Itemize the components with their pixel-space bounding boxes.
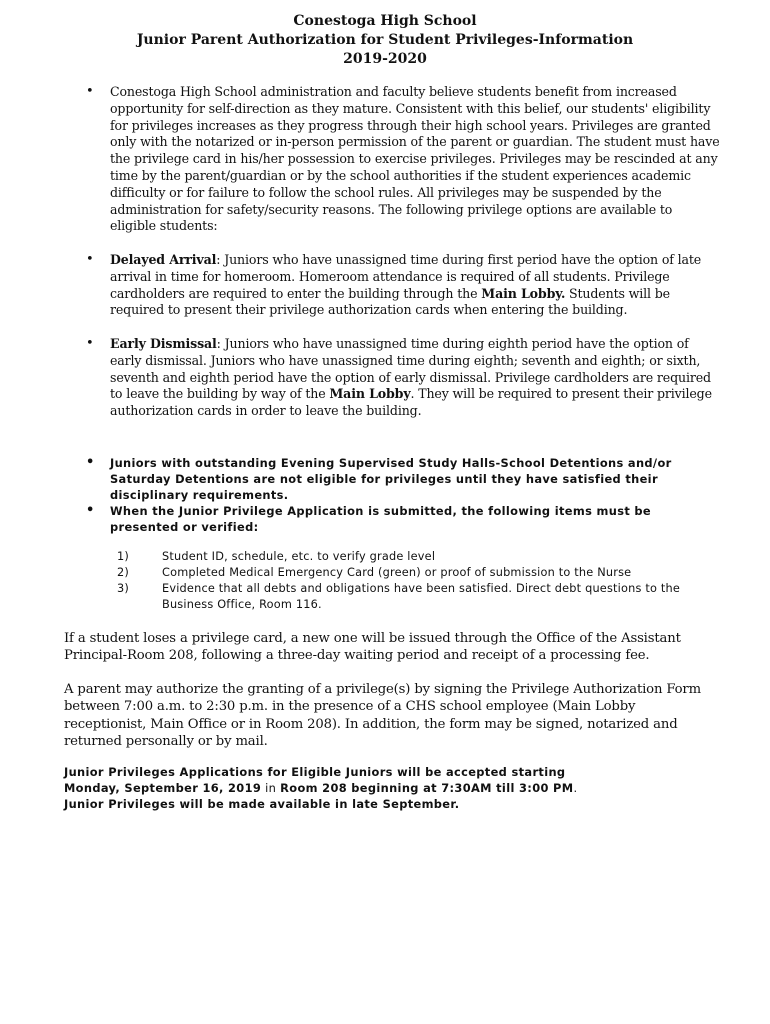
requirement-number: 3) bbox=[117, 582, 129, 595]
application-text: When the Junior Privilege Application is submitted, the following items must be presented or verified: bbox=[110, 504, 652, 534]
authorization-paragraph: A parent may authorize the granting of a privilege(s) by signing the Privilege Authorization Form between 7:00 a.m. to 2:30 p.m. in the presence of a CHS school employee (Main Lobby receptionist, Main Office or in Room 208). In addition, the form may be signed, notarized and returned personally or by mail. bbox=[64, 682, 701, 750]
main-lobby-emphasis: Main Lobby. bbox=[481, 285, 566, 301]
bullet-icon: • bbox=[86, 336, 94, 351]
bullet-icon: • bbox=[86, 503, 95, 518]
detention-bullet bbox=[86, 455, 722, 503]
early-dismissal-term: Early Dismissal bbox=[110, 336, 217, 351]
delayed-arrival-bullet bbox=[86, 252, 722, 319]
requirement-text: Student ID, schedule, etc. to verify grade level bbox=[162, 550, 436, 563]
detention-text: Juniors with outstanding Evening Supervised Study Halls-School Detentions and/or Saturday Detentions are not eligible for privileges until they have satisfied their disciplinary requirements. bbox=[110, 456, 672, 502]
main-lobby-emphasis: Main Lobby bbox=[329, 386, 411, 402]
closing-period: . bbox=[573, 781, 578, 795]
closing-line-1: Junior Privileges Applications for Eligible Juniors will be accepted starting bbox=[64, 765, 566, 779]
lost-card-paragraph: If a student loses a privilege card, a new one will be issued through the Office of the Assistant Principal-Room 208, following a three-day waiting period and receipt of a processing fee. bbox=[64, 631, 681, 664]
early-dismissal-bullet bbox=[86, 336, 722, 420]
start-date: Monday, September 16, 2019 bbox=[64, 781, 262, 795]
intro-text: Conestoga High School administration and faculty believe students benefit from increased opportunity for self-direction as they mature. Consistent with this belief, our students' eligibility for privileges increases as they progress through their high school years. Privileges are granted only with the notarized or in-person permission of the parent or guardian. The student must have the privilege card in his/her possession to exercise privileges. Privileges may be rescinded at any time by the parent/guardian or by the school authorities if the student experiences academic difficulty or for failure to follow the school rules. All privileges may be suspended by the administration for safety/security reasons. The following privilege options are available to eligible students: bbox=[110, 84, 720, 234]
requirement-item bbox=[117, 581, 717, 615]
early-dismissal-text: : Juniors who have unassigned time during eighth period have the option of early dismissal. Juniors who have unassigned time during eighth; seventh and eighth; or sixth, seventh and eighth period have the option of early dismissal. Privilege cardholders are required to leave the building by way of the bbox=[110, 336, 711, 402]
requirement-number: 1) bbox=[117, 550, 129, 563]
document-title: Junior Parent Authorization for Student Privileges-Information bbox=[136, 32, 634, 48]
requirement-text: Evidence that all debts and obligations have been satisfied. Direct debt questions to the Business Office, Room 116. bbox=[162, 582, 681, 612]
closing-note bbox=[64, 764, 724, 812]
application-bullet bbox=[86, 503, 722, 535]
bullet-icon: • bbox=[86, 252, 94, 267]
room-and-hours: Room 208 beginning at 7:30AM till 3:00 PM bbox=[280, 781, 574, 795]
school-name: Conestoga High School bbox=[293, 13, 477, 29]
intro-bullet bbox=[86, 84, 722, 235]
document-header bbox=[0, 12, 770, 69]
early-dismissal-text-end: . They will be required to present their privilege authorization cards in order to leave the building. bbox=[110, 386, 712, 419]
requirement-text: Completed Medical Emergency Card (green) or proof of submission to the Nurse bbox=[162, 566, 632, 579]
delayed-arrival-term: Delayed Arrival bbox=[110, 252, 217, 267]
delayed-arrival-text-end: Students will be required to present their privilege authorization cards when entering the building. bbox=[110, 285, 670, 318]
delayed-arrival-text: : Juniors who have unassigned time during first period have the option of late arrival in time for homeroom. Homeroom attendance is required of all students. Privilege cardholders are required to enter the building through the bbox=[110, 252, 702, 301]
requirement-number: 2) bbox=[117, 566, 129, 579]
closing-connector: in bbox=[261, 781, 281, 795]
bullet-icon: • bbox=[86, 455, 95, 470]
bullet-icon: • bbox=[86, 84, 94, 99]
closing-line-3: Junior Privileges will be made available in late September. bbox=[64, 797, 460, 811]
closing-line-2 bbox=[64, 780, 724, 796]
school-year: 2019-2020 bbox=[343, 51, 427, 67]
